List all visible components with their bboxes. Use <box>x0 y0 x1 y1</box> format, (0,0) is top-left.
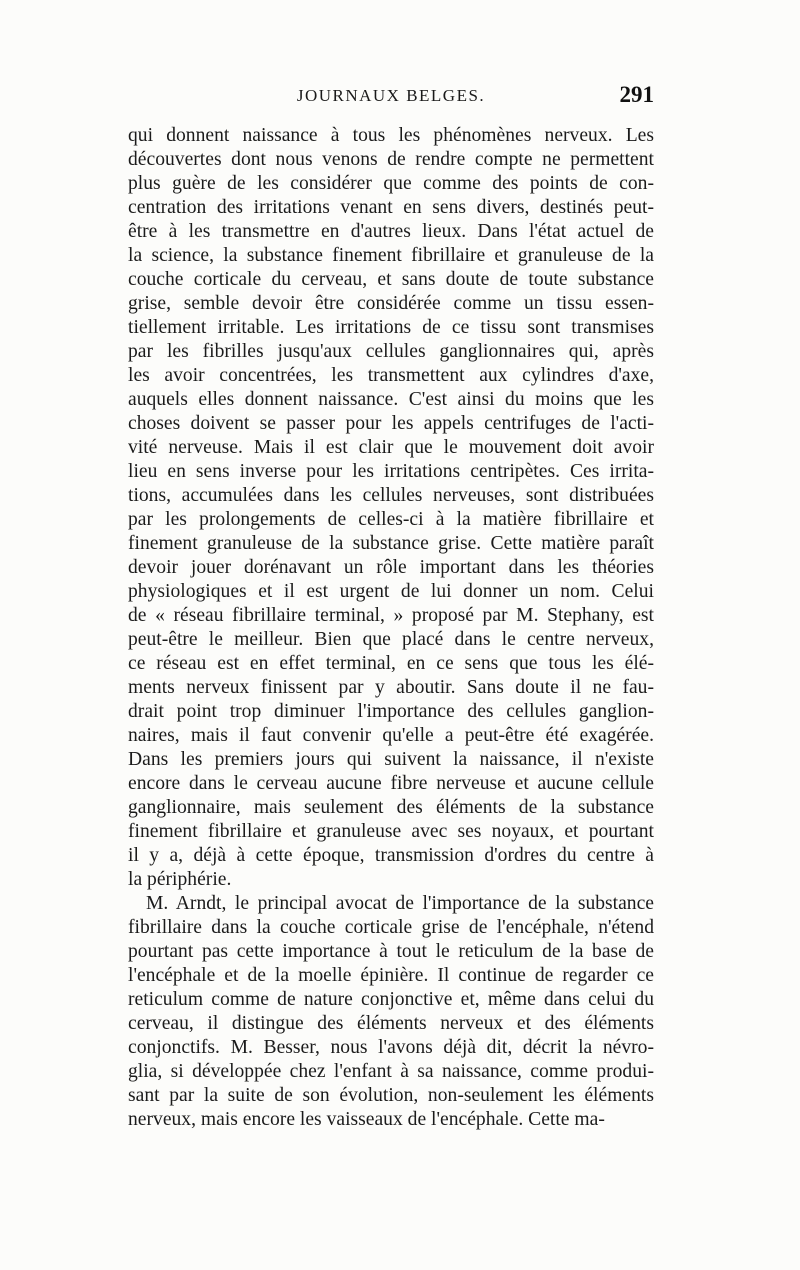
text-line: devoir jouer dorénavant un rôle important dans les théories <box>128 557 654 578</box>
paragraph-2 <box>128 892 654 1132</box>
header-title: JOURNAUX BELGES. <box>296 86 486 105</box>
text-line: plus guère de les considérer que comme des points de con- <box>128 173 654 194</box>
text-line: glia, si développée chez l'enfant à sa naissance, comme produi- <box>128 1061 654 1082</box>
text-line: la périphérie. <box>128 869 232 890</box>
text-line: ments nerveux finissent par y aboutir. Sans doute il ne fau- <box>128 677 654 698</box>
text-line: peut-être le meilleur. Bien que placé dans le centre nerveux, <box>128 629 654 650</box>
text-line: lieu en sens inverse pour les irritations centripètes. Ces irrita- <box>128 461 654 482</box>
text-line: nerveux, mais encore les vaisseaux de l'encéphale. Cette ma- <box>128 1109 605 1130</box>
text-line: fibrillaire dans la couche corticale grise de l'encéphale, n'étend <box>128 917 654 938</box>
text-line: il y a, déjà à cette époque, transmission d'ordres du centre à <box>128 845 654 866</box>
text-line: centration des irritations venant en sens divers, destinés peut- <box>128 197 654 218</box>
text-line: les avoir concentrées, les transmettent aux cylindres d'axe, <box>128 365 654 386</box>
paragraph-1 <box>128 124 654 892</box>
text-line: sant par la suite de son évolution, non-seulement les éléments <box>128 1085 654 1106</box>
text-line: Dans les premiers jours qui suivent la naissance, il n'existe <box>128 749 654 770</box>
text-line: conjonctifs. M. Besser, nous l'avons déjà dit, décrit la névro- <box>128 1037 654 1058</box>
text-line: physiologiques et il est urgent de lui donner un nom. Celui <box>128 581 654 602</box>
text-line: être à les transmettre en d'autres lieux. Dans l'état actuel de <box>128 221 654 242</box>
text-line: ce réseau est en effet terminal, en ce sens que tous les élé- <box>128 653 654 674</box>
text-line: tions, accumulées dans les cellules nerveuses, sont distribuées <box>128 485 654 506</box>
text-line: découvertes dont nous venons de rendre compte ne permettent <box>128 149 654 170</box>
text-line: M. Arndt, le principal avocat de l'importance de la substance <box>146 893 654 914</box>
text-line: la science, la substance finement fibrillaire et granuleuse de la <box>128 245 654 266</box>
text-line: vité nerveuse. Mais il est clair que le mouvement doit avoir <box>128 437 654 458</box>
text-line: encore dans le cerveau aucune fibre nerveuse et aucune cellule <box>128 773 654 794</box>
text-line: de « réseau fibrillaire terminal, » proposé par M. Stephany, est <box>128 605 654 626</box>
text-line: naires, mais il faut convenir qu'elle a peut-être été exagérée. <box>128 725 654 746</box>
text-line: cerveau, il distingue des éléments nerveux et des éléments <box>128 1013 654 1034</box>
text-line: ganglionnaire, mais seulement des éléments de la substance <box>128 797 654 818</box>
text-line: qui donnent naissance à tous les phénomènes nerveux. Les <box>128 125 654 146</box>
text-line: drait point trop diminuer l'importance des cellules ganglion- <box>128 701 654 722</box>
text-line: tiellement irritable. Les irritations de ce tissu sont transmises <box>128 317 654 338</box>
running-head <box>128 82 654 114</box>
text-line: finement fibrillaire et granuleuse avec ses noyaux, et pourtant <box>128 821 654 842</box>
page-number: 291 <box>619 82 654 107</box>
text-line: par les prolongements de celles-ci à la matière fibrillaire et <box>128 509 654 530</box>
text-line: pourtant pas cette importance à tout le reticulum de la base de <box>128 941 654 962</box>
text-line: par les fibrilles jusqu'aux cellules ganglionnaires qui, après <box>128 341 654 362</box>
body-text <box>128 124 654 1132</box>
text-line: l'encéphale et de la moelle épinière. Il continue de regarder ce <box>128 965 654 986</box>
text-line: couche corticale du cerveau, et sans doute de toute substance <box>128 269 654 290</box>
text-line: choses doivent se passer pour les appels centrifuges de l'acti- <box>128 413 654 434</box>
text-line: finement granuleuse de la substance grise. Cette matière paraît <box>128 533 654 554</box>
text-line: grise, semble devoir être considérée comme un tissu essen- <box>128 293 654 314</box>
text-line: reticulum comme de nature conjonctive et, même dans celui du <box>128 989 654 1010</box>
text-line: auquels elles donnent naissance. C'est ainsi du moins que les <box>128 389 654 410</box>
